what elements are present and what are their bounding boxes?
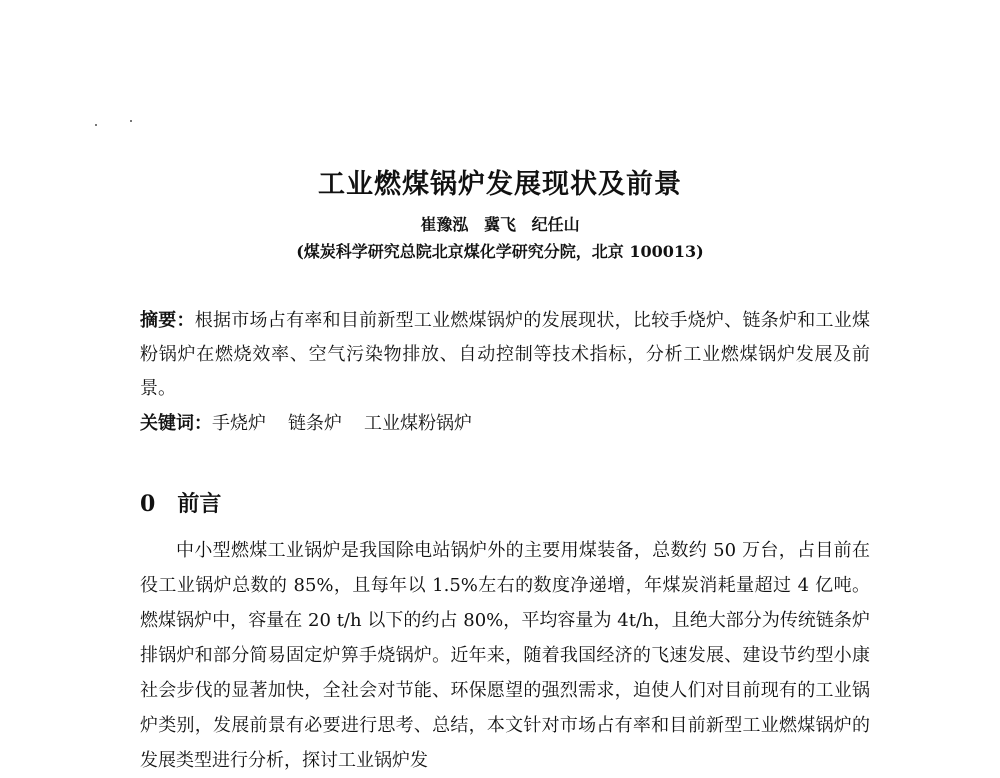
authors: 崔豫泓 冀飞 纪任山 [420,215,580,234]
scan-speck [95,124,97,126]
abstract [140,304,870,406]
paper-title: 工业燃煤锅炉发展现状及前景 [318,169,682,200]
scan-speck [130,120,132,122]
abstract-label: 摘要： [140,310,195,331]
affiliation: (煤炭科学研究总院北京煤化学研究分院，北京 100013) [296,242,704,261]
abstract-text: 根据市场占有率和目前新型工业燃煤锅炉的发展现状，比较手烧炉、链条炉和工业煤粉锅炉在燃烧效率、空气污染物排放、自动控制等技术指标，分析工业燃煤锅炉发展及前景。 [140,310,871,399]
section-heading [140,489,221,519]
keywords [140,409,870,439]
keywords-label: 关键词： [140,413,212,434]
body-paragraph: 中小型燃煤工业锅炉是我国除电站锅炉外的主要用煤装备，总数约 50 万台，占目前在役工业锅炉总数的 85%，且每年以 1.5%左右的数度净递增，年煤炭消耗量超过 4 亿吨。燃煤锅炉中，容量在 20 t/h 以下的约占 80%，平均容量为 4t/h，且绝大部分为传统链条炉排锅炉和部分简易固定炉箅手烧锅炉。近年来，随着我国经济的飞速发展、建设节约型小康社会步伐的显著加快，全社会对节能、环保愿望的强烈需求，迫使人们对目前现有的工业锅炉类别，发展前景有必要进行思考、总结，本文针对市场占有率和目前新型工业燃煤锅炉的发展类型进行分析，探讨工业锅炉发 [140,540,870,771]
section-title: 前言 [177,491,222,517]
keyword: 链条炉 [288,413,342,434]
keyword: 手烧炉 [212,413,266,434]
keyword: 工业煤粉锅炉 [364,413,472,434]
section-number: 0 [140,491,156,517]
